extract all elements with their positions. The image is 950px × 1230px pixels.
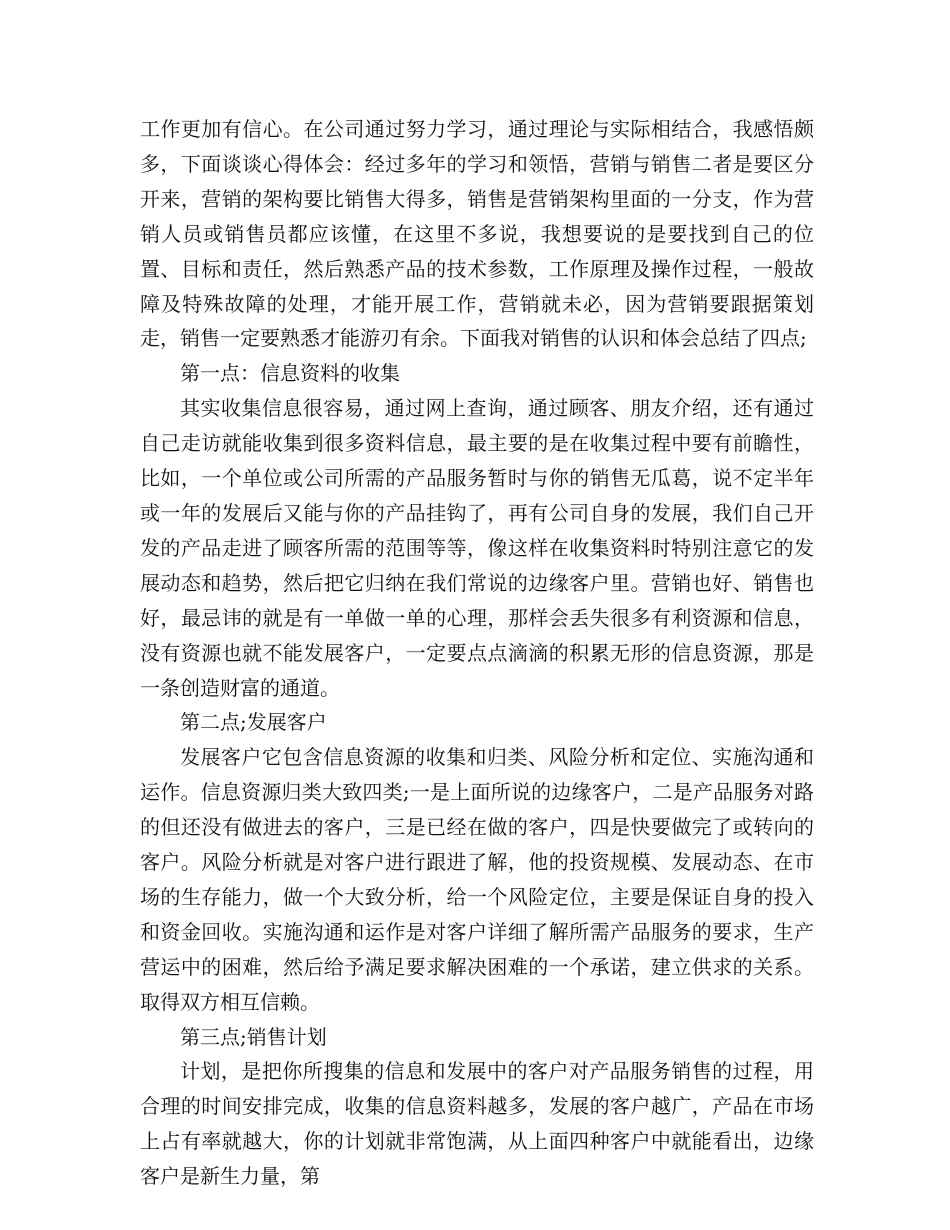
section-body-3: 计划，是把你所搜集的信息和发展中的客户对产品服务销售的过程，用合理的时间安排完成，收集的信息资料越多，发展的客户越广，产品在市场上占有率就越大，你的计划就非常饱满，从上面四种客户中就能看出，边缘客户是新生力量，第 <box>140 1059 814 1189</box>
section-body-2: 发展客户它包含信息资源的收集和归类、风险分析和定位、实施沟通和运作。信息资源归类大致四类;一是上面所说的边缘客户，二是产品服务对路的但还没有做进去的客户，三是已经在做的客户，四是快要做完了或转向的客户。风险分析就是对客户进行跟进了解，他的投资规模、发展动态、在市场的生存能力，做一个大致分析，给一个风险定位，主要是保证自身的投入和资金回收。实施沟通和运作是对客户详细了解所需产品服务的要求，生产营运中的困难，然后给予满足要求解决困难的一个承诺，建立供求的关系。取得双方相互信赖。 <box>140 745 814 1014</box>
section-heading-1: 第一点：信息资料的收集 <box>180 361 400 386</box>
section-body-1: 其实收集信息很容易，通过网上查询，通过顾客、朋友介绍，还有通过自己走访就能收集到很多资料信息，最主要的是在收集过程中要有前瞻性，比如，一个单位或公司所需的产品服务暂时与你的销售无瓜葛，说不定半年或一年的发展后又能与你的产品挂钩了，再有公司自身的发展，我们自己开发的产品走进了顾客所需的范围等等，像这样在收集资料时特别注意它的发展动态和趋势，然后把它归纳在我们常说的边缘客户里。营销也好、销售也好，最忌讳的就是有一单做一单的心理，那样会丢失很多有利资源和信息，没有资源也就不能发展客户，一定要点点滴滴的积累无形的信息资源，那是一条创造财富的通道。 <box>140 396 814 700</box>
section-heading-3: 第三点;销售计划 <box>180 1024 327 1049</box>
section-heading-2: 第二点;发展客户 <box>180 710 327 735</box>
document-page <box>140 112 814 1194</box>
intro-paragraph: 工作更加有信心。在公司通过努力学习，通过理论与实际相结合，我感悟颇多，下面谈谈心得体会：经过多年的学习和领悟，营销与销售二者是要区分开来，营销的架构要比销售大得多，销售是营销架构里面的一分支，作为营销人员或销售员都应该懂，在这里不多说，我想要说的是要找到自己的位置、目标和责任，然后熟悉产品的技术参数，工作原理及操作过程，一般故障及特殊故障的处理，才能开展工作，营销就未必，因为营销要跟据策划走，销售一定要熟悉才能游刃有余。下面我对销售的认识和体会总结了四点; <box>140 117 814 351</box>
